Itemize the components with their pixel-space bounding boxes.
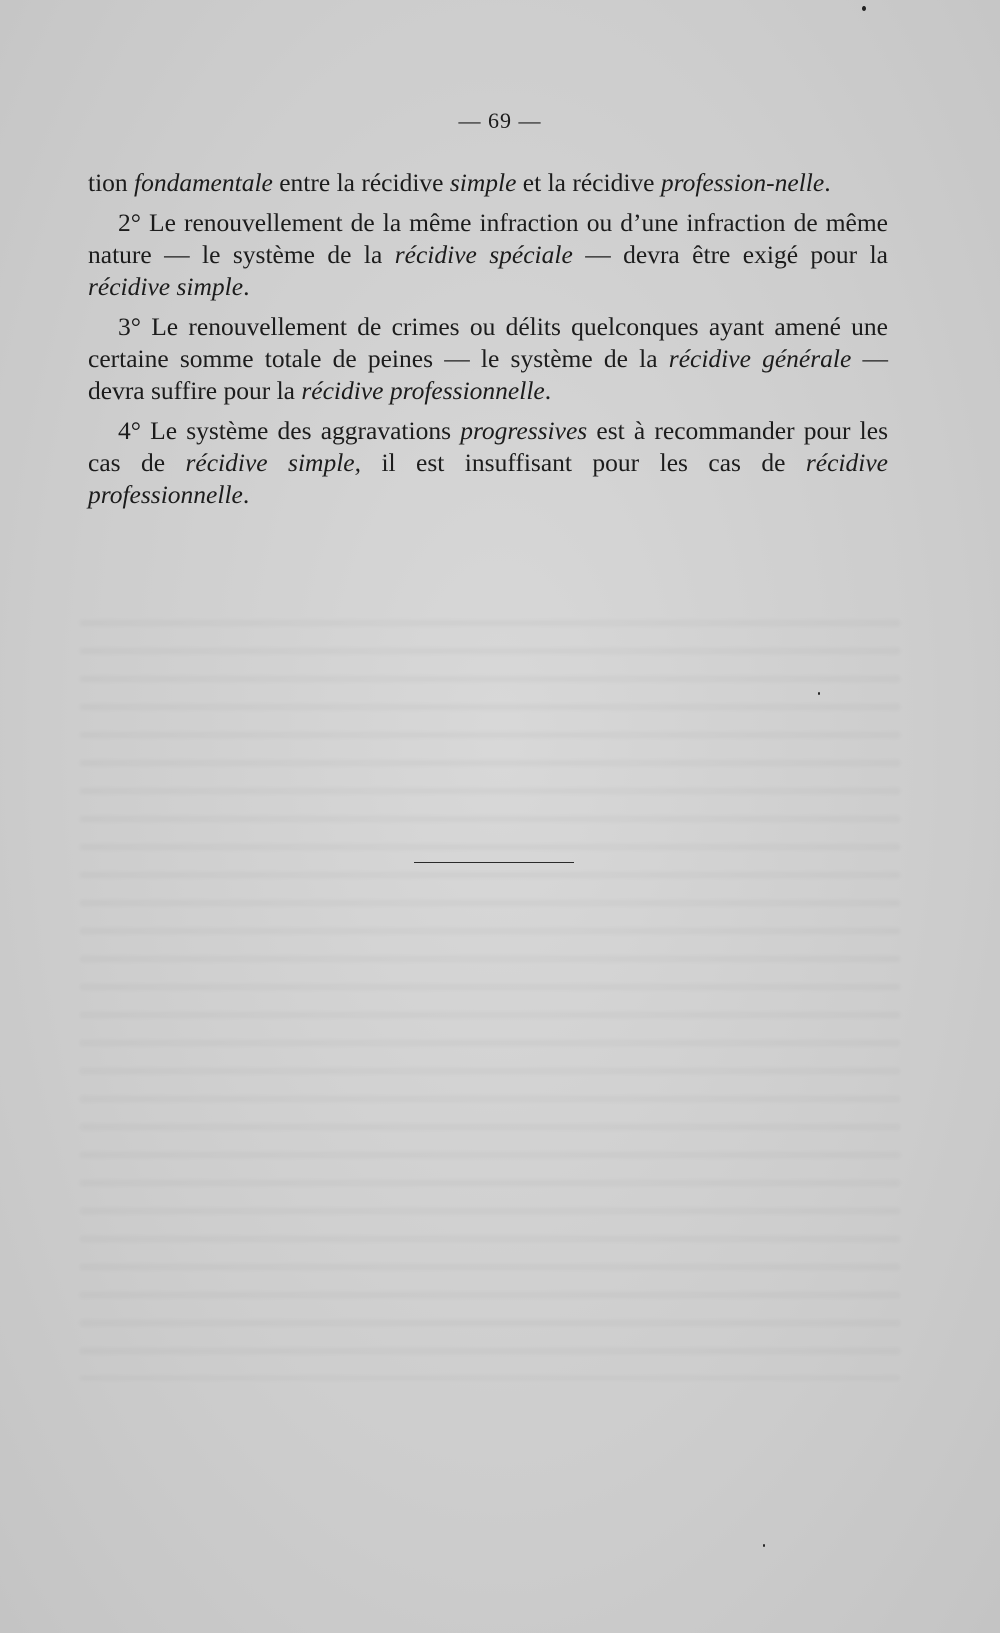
text-run: est à recommander pour les cas de — [88, 416, 888, 477]
page-number: — 69 — — [458, 108, 542, 133]
italic-run: récidive simple — [88, 272, 244, 301]
ink-speck — [862, 6, 866, 11]
italic-run: récidive professionnelle — [301, 376, 545, 405]
italic-run: récidive simple, — [185, 448, 362, 477]
paragraph-4 — [88, 415, 888, 511]
paragraph-1 — [88, 167, 888, 199]
text-run: . — [544, 376, 552, 405]
body-text — [88, 167, 888, 519]
text-run: il est insuffisant pour les cas de — [361, 448, 806, 477]
text-run: entre la récidive — [272, 168, 450, 197]
text-run: 3° Le renouvellement de crimes ou délits quelconques ayant amené une certaine somme totale de peines — le système de la — [88, 312, 888, 373]
paragraph-3 — [88, 311, 888, 407]
text-run: . — [243, 272, 250, 301]
italic-run: fondamentale — [134, 168, 273, 197]
text-run: — devra être exigé pour la — [572, 240, 888, 269]
italic-run: profession-nelle — [660, 168, 825, 197]
text-run: 4° Le système des aggravations — [118, 416, 461, 445]
show-through-text — [80, 620, 900, 1380]
paragraph-2 — [88, 207, 888, 303]
ink-speck — [818, 692, 820, 695]
section-divider — [414, 862, 574, 863]
text-run: tion — [88, 168, 135, 197]
italic-run: récidive générale — [668, 344, 852, 373]
text-run: 2° Le renouvellement de la même infraction ou d’une infraction de même nature — le système de la — [88, 208, 888, 269]
italic-run: récidive professionnelle — [88, 448, 888, 509]
italic-run: récidive spéciale — [394, 240, 573, 269]
text-run: — devra suffire pour la — [88, 344, 888, 405]
italic-run: simple — [449, 168, 517, 197]
text-run: . — [824, 168, 831, 197]
italic-run: progressives — [460, 416, 588, 445]
text-run: et la récidive — [516, 168, 661, 197]
text-run: . — [242, 480, 250, 509]
ink-speck — [763, 1544, 765, 1547]
